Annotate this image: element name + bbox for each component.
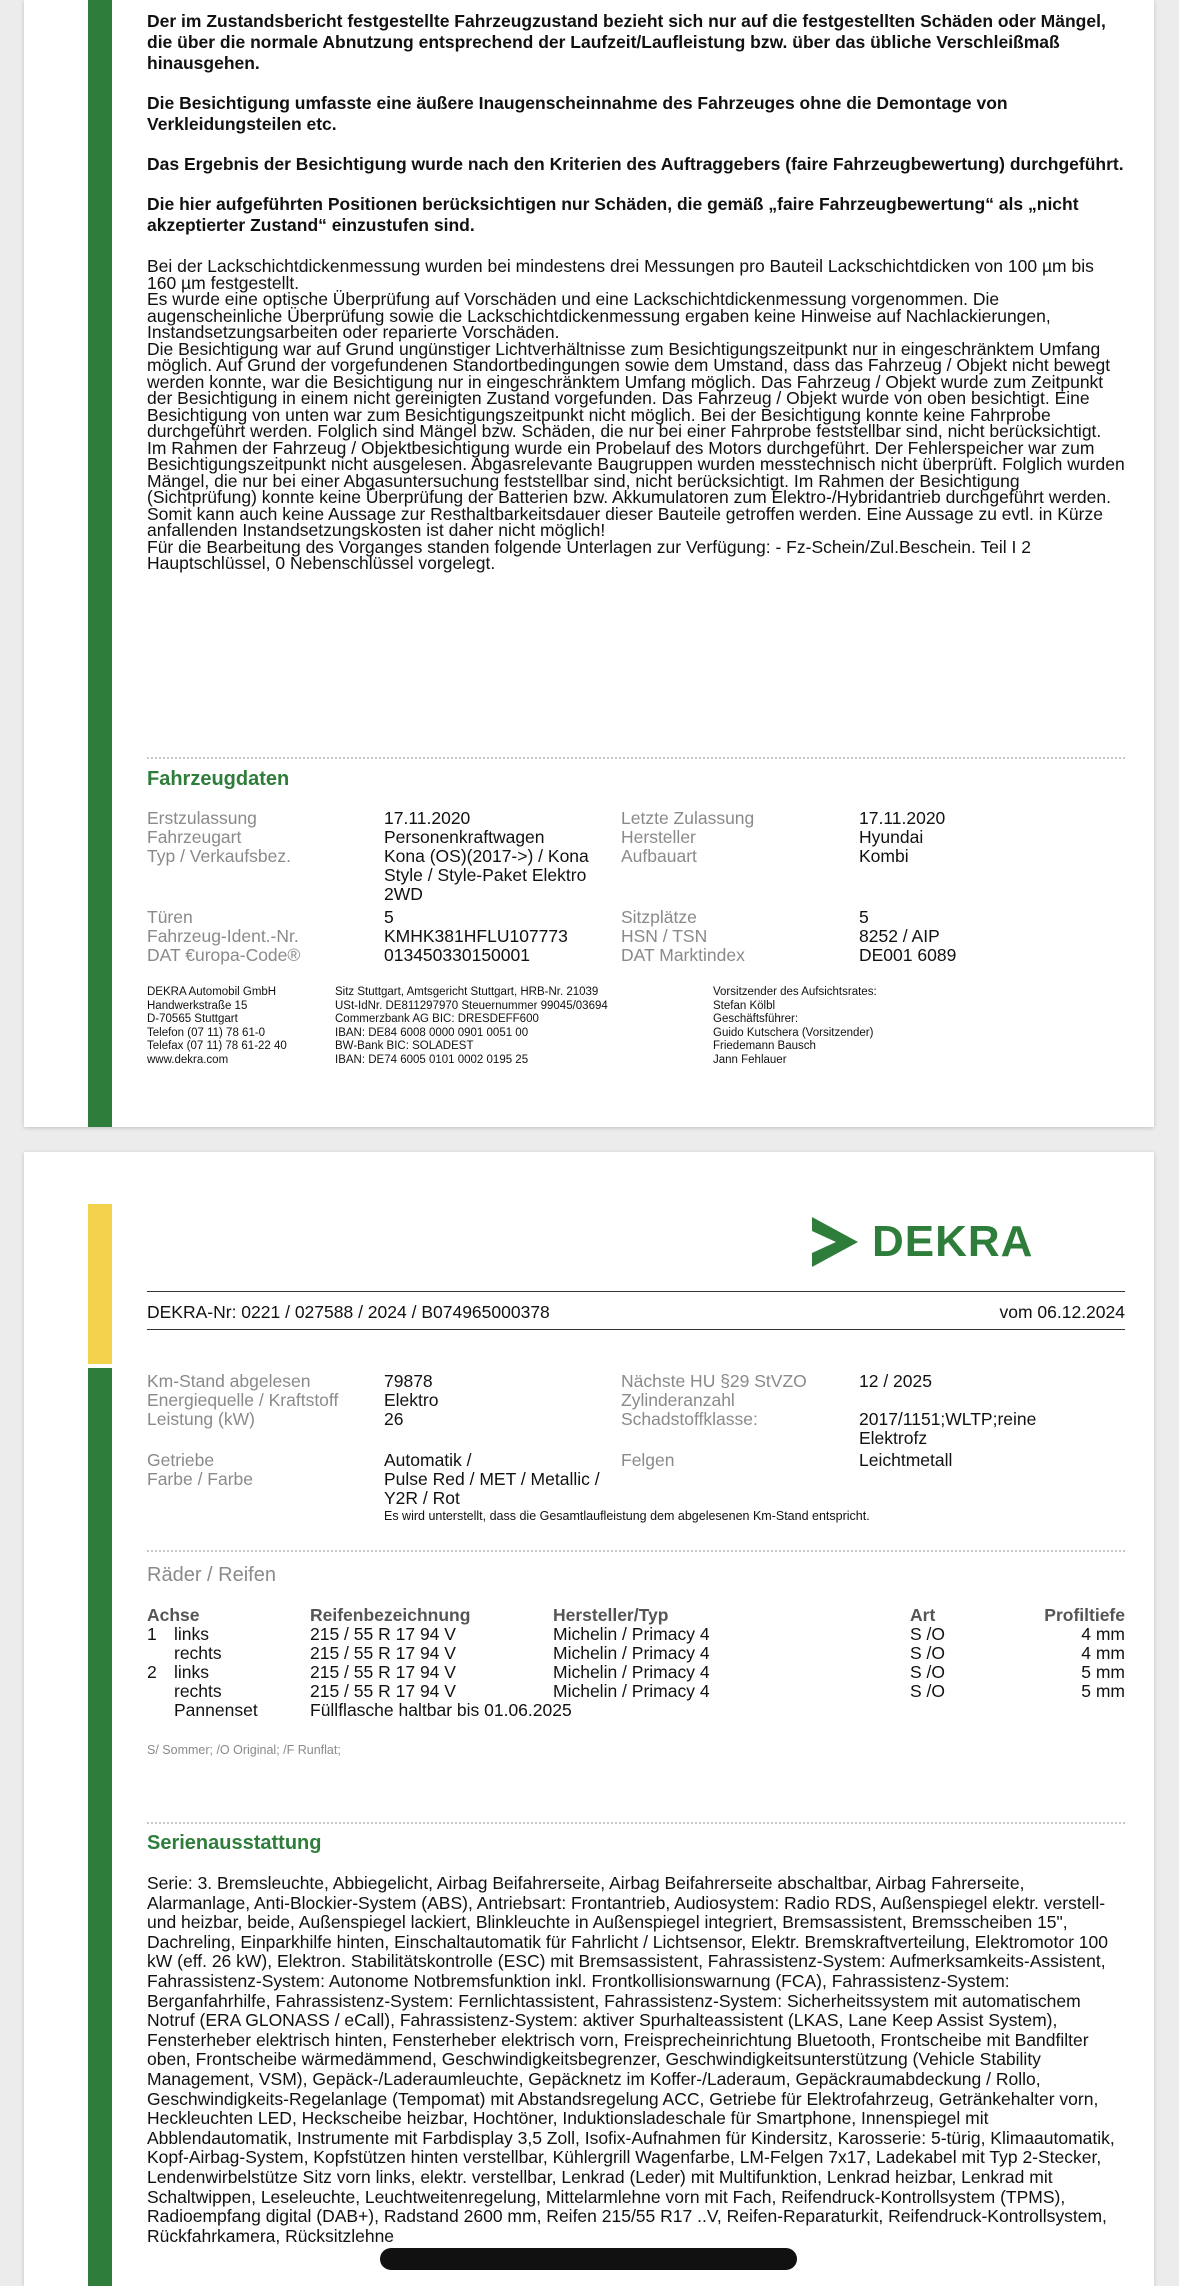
pannenset-value: Füllflasche haltbar bis 01.06.2025 xyxy=(310,1700,572,1720)
axle-cell xyxy=(147,1625,310,1644)
report-date: vom 06.12.2024 xyxy=(999,1302,1125,1322)
green-side-bar xyxy=(88,0,112,1127)
erstzulassung-label: Erstzulassung xyxy=(147,808,257,828)
km-value: 79878 xyxy=(384,1371,433,1391)
green-side-bar xyxy=(88,1368,112,2286)
footer-line: Telefon (07 11) 78 61-0 xyxy=(147,1026,266,1039)
art-cell: S /O xyxy=(910,1662,946,1682)
tueren-label: Türen xyxy=(147,907,193,927)
table-row xyxy=(147,1644,1125,1663)
fin-label: Fahrzeug-Ident.-Nr. xyxy=(147,926,299,946)
inspection-note: Für die Bearbeitung des Vorganges standen folgende Unterlagen zur Verfügung: - Fz-Schein/Zul.Beschein. Teil I 2 Hauptschlüssel, 0 Nebenschlüssel vorgelegt. xyxy=(147,536,1031,573)
footer-registry xyxy=(335,986,715,1067)
dekra-logo xyxy=(810,1214,1033,1270)
footer-line: Telefax (07 11) 78 61-22 40 xyxy=(147,1040,287,1052)
dekra-logo-icon xyxy=(810,1215,860,1269)
footer-line: Vorsitzender des Aufsichtsrates: xyxy=(713,986,877,998)
fahrzeugdaten-title: Fahrzeugdaten xyxy=(147,768,290,790)
marktindex-value: DE001 6089 xyxy=(859,945,957,965)
letzte-zulassung-label: Letzte Zulassung xyxy=(621,808,755,828)
fahrzeugart-value: Personenkraftwagen xyxy=(384,827,545,847)
footer-link: www.dekra.com xyxy=(147,1053,229,1066)
inspection-note: Es wurde eine optische Überprüfung auf Vorschäden und eine Lackschichtdickenmessung vorgenommen. Die augenscheinliche Überprüfung sowie die Lackschichtdickenmessung ergaben keine Hinweise auf Nachlackierungen, Instandsetzungsarbeiten oder reparierte Vorschäden. xyxy=(147,289,1051,342)
km-note: Es wird unterstellt, dass die Gesamtlaufleistung dem abgelesenen Km-Stand entspricht. xyxy=(384,1509,870,1523)
disclaimer-paragraph: Die hier aufgeführten Positionen berücksichtigen nur Schäden, die gemäß „faire Fahrzeugbewertung“ als „nicht akzeptierter Zustand“ einzustufen sind. xyxy=(147,194,1079,235)
axle-cell xyxy=(147,1663,310,1682)
dat-code-value: 013450330150001 xyxy=(384,945,530,965)
typ-label: Typ / Verkaufsbez. xyxy=(147,846,291,866)
spec-cell: 215 / 55 R 17 94 V xyxy=(310,1643,456,1663)
aufbauart-label: Aufbauart xyxy=(621,846,697,866)
table-row xyxy=(147,1682,1125,1701)
schadstoff-value: 2017/1151;WLTP;reine Elektrofz xyxy=(859,1409,1037,1448)
hu-value: 12 / 2025 xyxy=(859,1371,932,1391)
footer-line: Jann Fehlauer xyxy=(713,1053,787,1066)
maker-cell: Michelin / Primacy 4 xyxy=(553,1624,710,1644)
footer-line: Guido Kutschera (Vorsitzender) xyxy=(713,1026,874,1039)
dat-code-label: DAT €uropa-Code® xyxy=(147,945,301,965)
inspection-note: Bei der Lackschichtdickenmessung wurden bei mindestens drei Messungen pro Bauteil Lackschichtdicken von 100 µm bis 160 µm festgestellt. xyxy=(147,256,1094,293)
footer-line: IBAN: DE74 6005 0101 0002 0195 25 xyxy=(335,1053,529,1066)
disclaimer-paragraph: Der im Zustandsbericht festgestellte Fahrzeugzustand bezieht sich nur auf die festgestellten Schäden oder Mängel, die über die normale Abnutzung entsprechend der Laufzeit/Laufleistung bzw. über das übliche Verschleißmaß hinausgehen. xyxy=(147,11,1106,73)
footer-company xyxy=(147,986,317,1067)
dekra-logo-text: DEKRA xyxy=(872,1217,1034,1266)
depth-cell: 5 mm xyxy=(1081,1681,1125,1701)
fin-value: KMHK381HFLU107773 xyxy=(384,926,568,946)
column-header: Hersteller/Typ xyxy=(553,1605,669,1625)
tires-title: Räder / Reifen xyxy=(147,1564,276,1586)
zylinder-label: Zylinderanzahl xyxy=(621,1390,735,1410)
footer-line: IBAN: DE84 6008 0000 0901 0051 00 xyxy=(335,1026,529,1039)
footer-line: D-70565 Stuttgart xyxy=(147,1013,238,1025)
sitzplaetze-label: Sitzplätze xyxy=(621,907,697,927)
column-header: Art xyxy=(910,1605,936,1625)
document-page-2 xyxy=(24,1152,1154,2286)
yellow-side-bar xyxy=(88,1204,112,1364)
energie-value: Elektro xyxy=(384,1390,439,1410)
hsn-value: 8252 / AIP xyxy=(859,926,940,946)
disclaimer-section xyxy=(147,11,1125,572)
column-header: Profiltiefe xyxy=(1044,1605,1125,1625)
inspection-note: Die Besichtigung war auf Grund ungünstiger Lichtverhältnisse zum Besichtigungszeitpunkt nur in eingeschränktem Umfang möglich. Auf Grund der vorgefundenen Standortbedingungen sowie dem Umstand, dass das Fahrzeug / Objekt nicht bewegt werden konnte, war die Besichtigung nur in eingeschränktem Umfang möglich. Das Fahrzeug / Objekt wurde zum Zeitpunkt der Besichtigung in einem nicht gereinigten Zustand vorgefunden. Das Fahrzeug / Objekt wurde von oben besichtigt. Eine Besichtigung von unten war zum Besichtigungszeitpunkt nicht möglich. Bei der Besichtigung konnte keine Fahrprobe durchgeführt werden. Folglich sind Mängel bzw. Schäden, die nur bei einer Fahrprobe feststellbar sind, nicht berücksichtigt. Im Rahmen der Fahrzeug / Objektbesichtigung wurde ein Probelauf des Motors durchgeführt. Der Fehlerspeicher war zum Besichtigungszeitpunkt nicht ausgelesen. Abgasrelevante Baugruppen wurden messtechnisch nicht überprüft. Folglich wurden Mängel, die nur bei einer Abgasuntersuchung feststellbar sind, nicht berücksichtigt. Im Rahmen der Besichtigung (Sichtprüfung) konnte keine Überprüfung der Batterien bzw. Akkumulatoren zum Elektro-/Hybridantrieb durchgeführt werden. Somit kann auch keine Aussage zur Resthaltbarkeitsdauer dieser Bauteile getroffen werden. Eine Aussage zu evtl. in Kürze anfallenden Instandsetzungskosten ist daher nicht möglich! xyxy=(147,338,1125,540)
aufbauart-value: Kombi xyxy=(859,846,909,866)
table-row xyxy=(147,1663,1125,1682)
tire-legend: S/ Sommer; /O Original; /F Runflat; xyxy=(147,1743,341,1757)
maker-cell: Michelin / Primacy 4 xyxy=(553,1662,710,1682)
tueren-value: 5 xyxy=(384,907,394,927)
serienausstattung-text: Serie: 3. Bremsleuchte, Abbiegelicht, Airbag Beifahrerseite, Airbag Beifahrerseite abschaltbar, Airbag Fahrerseite, Alarmanlage, Anti-Blockier-System (ABS), Antriebsart: Frontantrieb, Audiosystem: Radio RDS, Außenspiegel elektr. verstell- und heizbar, beide, Außenspiegel lackiert, Blinkleuchte in Außenspiegel integriert, Bremsassistent, Bremsscheiben 15", Dachreling, Einparkhilfe hinten, Einschaltautomatik für Fahrlicht / Lichtsensor, Elektr. Bremskraftverteilung, Elektromotor 100 kW (eff. 26 kW), Elektron. Stabilitätskontrolle (ESC) mit Bremsassistent, Fahrassistenz-System: Aufmerksamkeits-Assistent, Fahrassistenz-System: Autonome Notbremsfunktion inkl. Frontkollisionswarnung (FCA), Fahrassistenz-System: Berganfahrhilfe, Fahrassistenz-System: Fernlichtassistent, Fahrassistenz-System: Sicherheitssystem mit automatischem Notruf (ERA GLONASS / eCall), Fahrassistenz-System: aktiver Spurhalteassistent (LKAS, Lane Keep Assist System), Fensterheber elektrisch hinten, Fensterheber elektrisch vorn, Freisprecheinrichtung Bluetooth, Frontscheibe mit Bandfilter oben, Frontscheibe wärmedämmend, Geschwindigkeitsbegrenzer, Geschwindigkeitsunterstützung (Vehicle Stability Management, VSM), Gepäck-/Laderaumleuchte, Gepäcknetz im Koffer-/Laderaum, Gepäckraumabdeckung / Rollo, Geschwindigkeits-Regelanlage (Tempomat) mit Abstandsregelung ACC, Getriebe für Elektrofahrzeug, Getränkehalter vorn, Heckleuchten LED, Heckscheibe heizbar, Hochtöner, Induktionsladeschale für Smartphone, Innenspiegel mit Abblendautomatik, Instrumente mit Farbdisplay 3,5 Zoll, Isofix-Aufnahmen für Kindersitz, Karosserie: 5-türig, Klimaautomatik, Kopf-Airbag-System, Kopfstützen hinten verstellbar, Kühlergrill Wagenfarbe, LM-Felgen 7x17, Ladekabel mit Typ 2-Stecker, Lendenwirbelstütze Sitz vorn links, elektr. verstellbar, Lenkrad (Leder) mit Multifunktion, Lenkrad heizbar, Lenkrad mit Schaltwippen, Leseleuchte, Leuchtweitenregelung, Mittelarmlehne vorn mit Fach, Reifendruck-Kontrollsystem (TPMS), Radioempfang digital (DAB+), Radstand 2600 mm, Reifen 215/55 R17 ..V, Reifen-Reparaturkit, Reifendruck-Kontrollsystem, Rückfahrkamera, Rücksitzlehne xyxy=(147,1873,1115,2246)
energie-label: Energiequelle / Kraftstoff xyxy=(147,1390,339,1410)
depth-cell: 4 mm xyxy=(1081,1643,1125,1663)
footer-line: Stefan Kölbl xyxy=(713,999,776,1012)
serienausstattung-title: Serienausstattung xyxy=(147,1832,322,1854)
tires-header-row xyxy=(147,1606,1125,1625)
dekra-number: DEKRA-Nr: 0221 / 027588 / 2024 / B074965000378 xyxy=(147,1302,550,1322)
schadstoff-label: Schadstoffklasse: xyxy=(621,1409,758,1429)
column-header: Achse xyxy=(147,1605,200,1625)
pannenset-label-cell xyxy=(147,1701,310,1720)
leistung-label: Leistung (kW) xyxy=(147,1409,255,1429)
felgen-value: Leichtmetall xyxy=(859,1450,953,1470)
erstzulassung-value: 17.11.2020 xyxy=(384,808,471,828)
sitzplaetze-value: 5 xyxy=(859,907,869,927)
art-cell: S /O xyxy=(910,1681,946,1701)
disclaimer-paragraph: Die Besichtigung umfasste eine äußere Inaugenscheinnahme des Fahrzeuges ohne die Demontage von Verkleidungsteilen etc. xyxy=(147,93,1008,134)
getriebe-value: Automatik / xyxy=(384,1450,472,1470)
axle-side: rechts xyxy=(174,1681,222,1701)
axle-cell xyxy=(147,1682,310,1701)
section-divider xyxy=(147,1822,1125,1824)
art-cell: S /O xyxy=(910,1643,946,1663)
hu-label: Nächste HU §29 StVZO xyxy=(621,1371,807,1391)
footer-line: Commerzbank AG BIC: DRESDEFF600 xyxy=(335,1013,539,1025)
header-rule xyxy=(147,1291,1125,1292)
axle-number: 1 xyxy=(147,1624,157,1644)
letzte-zulassung-value: 17.11.2020 xyxy=(859,808,946,828)
hersteller-value: Hyundai xyxy=(859,827,924,847)
hersteller-label: Hersteller xyxy=(621,827,696,847)
footer-line: Sitz Stuttgart, Amtsgericht Stuttgart, HRB-Nr. 21039 xyxy=(335,986,599,998)
leistung-value: 26 xyxy=(384,1409,404,1429)
hsn-label: HSN / TSN xyxy=(621,926,708,946)
axle-side: links xyxy=(174,1624,210,1644)
spec-cell: 215 / 55 R 17 94 V xyxy=(310,1624,456,1644)
footer-line: Handwerkstraße 15 xyxy=(147,999,248,1012)
section-divider xyxy=(147,757,1125,759)
axle-side: links xyxy=(174,1662,210,1682)
section-divider xyxy=(147,1550,1125,1552)
depth-cell: 5 mm xyxy=(1081,1662,1125,1682)
maker-cell: Michelin / Primacy 4 xyxy=(553,1643,710,1663)
art-cell: S /O xyxy=(910,1624,946,1644)
disclaimer-paragraph: Das Ergebnis der Besichtigung wurde nach den Kriterien des Auftraggebers (faire Fahrzeugbewertung) durchgeführt. xyxy=(147,154,1124,174)
footer-line: USt-IdNr. DE811297970 Steuernummer 99045/03694 xyxy=(335,999,608,1012)
axle-cell xyxy=(147,1644,310,1663)
footer-line: Geschäftsführer: xyxy=(713,1013,799,1025)
pannenset-label: Pannenset xyxy=(174,1700,258,1720)
axle-side: rechts xyxy=(174,1643,222,1663)
spec-cell: 215 / 55 R 17 94 V xyxy=(310,1662,456,1682)
header-rule xyxy=(147,1329,1125,1330)
maker-cell: Michelin / Primacy 4 xyxy=(553,1681,710,1701)
inspection-notes xyxy=(147,258,1125,572)
km-label: Km-Stand abgelesen xyxy=(147,1371,311,1391)
column-header: Reifenbezeichnung xyxy=(310,1605,471,1625)
table-row xyxy=(147,1625,1125,1644)
typ-value: Kona (OS)(2017->) / Kona Style / Style-Paket Elektro 2WD xyxy=(384,846,589,904)
fahrzeugart-label: Fahrzeugart xyxy=(147,827,242,847)
depth-cell: 4 mm xyxy=(1081,1624,1125,1644)
getriebe-label: Getriebe xyxy=(147,1450,215,1470)
footer-management xyxy=(713,986,1013,1067)
spec-cell: 215 / 55 R 17 94 V xyxy=(310,1681,456,1701)
farbe-value: Pulse Red / MET / Metallic / Y2R / Rot xyxy=(384,1469,600,1508)
footer-line: DEKRA Automobil GmbH xyxy=(147,986,277,998)
tires-table xyxy=(147,1606,1125,1720)
farbe-label: Farbe / Farbe xyxy=(147,1469,254,1489)
marktindex-label: DAT Marktindex xyxy=(621,945,745,965)
footer-line: Friedemann Bausch xyxy=(713,1040,816,1052)
felgen-label: Felgen xyxy=(621,1450,675,1470)
document-page-1 xyxy=(24,0,1154,1127)
pannenset-row xyxy=(147,1701,1125,1720)
redaction-bar xyxy=(380,2248,797,2270)
footer-line: BW-Bank BIC: SOLADEST xyxy=(335,1040,474,1052)
axle-number: 2 xyxy=(147,1662,157,1682)
